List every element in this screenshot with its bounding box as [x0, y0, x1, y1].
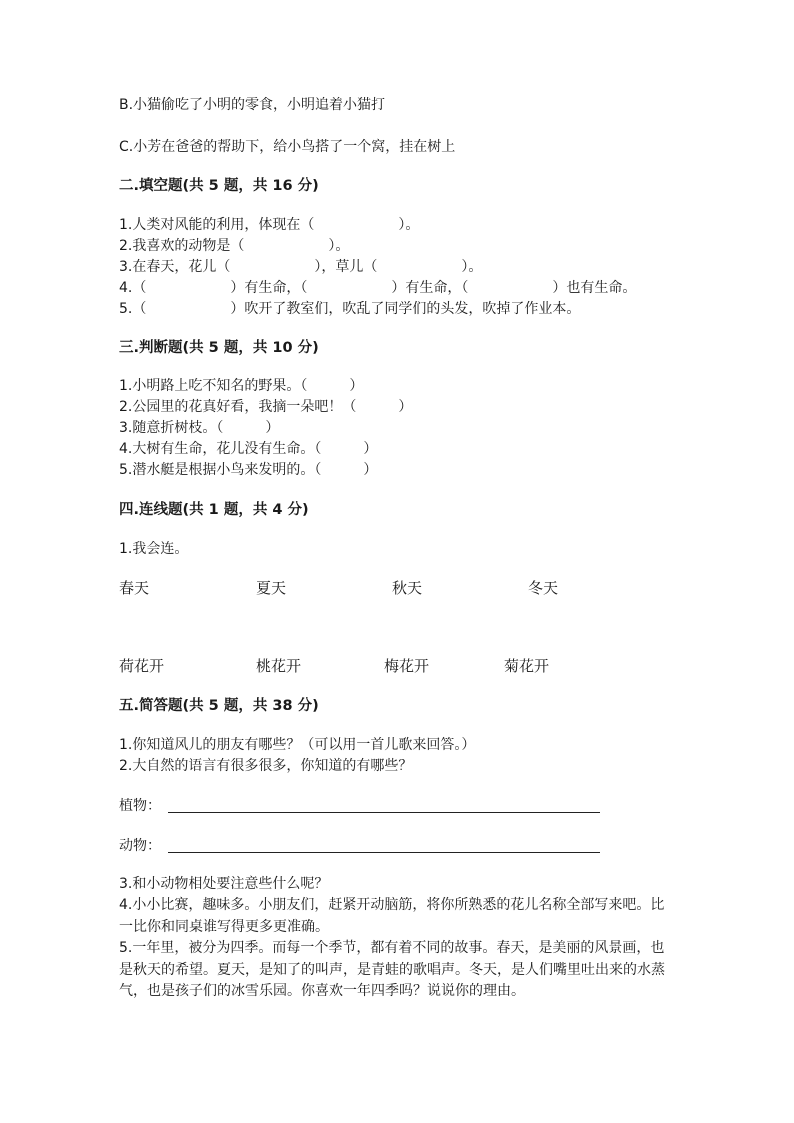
short-answer-q3: 3.和小动物相处要注意些什么呢？ — [119, 876, 329, 892]
flower-peach: 桃花开 — [256, 657, 302, 675]
flower-chrysanthemum: 菊花开 — [504, 657, 550, 675]
animal-answer-line[interactable] — [168, 852, 600, 853]
section-short-answer-title: 五.简答题(共 5 题，共 38 分) — [119, 698, 319, 714]
season-spring: 春天 — [119, 579, 150, 597]
judgement-item-4: 4.大树有生命，花儿没有生命。（ ） — [119, 441, 378, 457]
option-c: C.小芳在爸爸的帮助下，给小鸟搭了一个窝，挂在树上 — [119, 139, 456, 155]
short-answer-q2: 2.大自然的语言有很多很多，你知道的有哪些？ — [119, 758, 413, 774]
judgement-item-3: 3.随意折树枝。（ ） — [119, 420, 280, 436]
flower-lotus: 荷花开 — [119, 657, 165, 675]
short-answer-q4: 4.小小比赛，趣味多。小朋友们，赶紧开动脑筋，将你所熟悉的花儿名称全部写来吧。比一比你和同桌谁写得更多更准确。 — [119, 897, 665, 935]
section-fill-blank-title: 二.填空题(共 5 题，共 16 分) — [119, 178, 319, 194]
fill-blank-item-5: 5.（ ）吹开了教室们，吹乱了同学们的头发，吹掉了作业本。 — [119, 301, 581, 317]
season-autumn: 秋天 — [392, 579, 423, 597]
fill-blank-item-3: 3.在春天，花儿（ ），草儿（ ）。 — [119, 259, 483, 275]
season-winter: 冬天 — [528, 579, 559, 597]
short-answer-q5: 5.一年里，被分为四季。而每一个季节，都有着不同的故事。春天，是美丽的风景画，也是秋天的希望。夏天，是知了的叫声，是青蛙的歌唱声。冬天，是人们嘴里吐出来的水蒸气，也是孩子们的冰雪乐园。你喜欢一年四季吗？说说你的理由。 — [119, 940, 665, 999]
flower-plum: 梅花开 — [384, 657, 430, 675]
option-b: B.小猫偷吃了小明的零食，小明追着小猫打 — [119, 97, 386, 113]
fill-blank-item-1: 1.人类对风能的利用，体现在（ ）。 — [119, 217, 420, 233]
judgement-item-5: 5.潜水艇是根据小鸟来发明的。（ ） — [119, 462, 378, 478]
season-summer: 夏天 — [256, 579, 287, 597]
fill-blank-item-2: 2.我喜欢的动物是（ ）。 — [119, 238, 350, 254]
judgement-item-2: 2.公园里的花真好看，我摘一朵吧！（ ） — [119, 399, 413, 415]
matching-question: 1.我会连。 — [119, 541, 189, 557]
plant-answer-line[interactable] — [168, 812, 600, 813]
section-judgement-title: 三.判断题(共 5 题，共 10 分) — [119, 340, 319, 356]
judgement-item-1: 1.小明路上吃不知名的野果。（ ） — [119, 378, 364, 394]
plant-label: 植物： — [119, 798, 161, 814]
animal-label: 动物： — [119, 838, 161, 854]
short-answer-q1: 1.你知道风儿的朋友有哪些？（可以用一首儿歌来回答。） — [119, 737, 476, 753]
section-matching-title: 四.连线题(共 1 题，共 4 分) — [119, 502, 309, 518]
fill-blank-item-4: 4.（ ）有生命，（ ）有生命，（ ）也有生命。 — [119, 280, 637, 296]
